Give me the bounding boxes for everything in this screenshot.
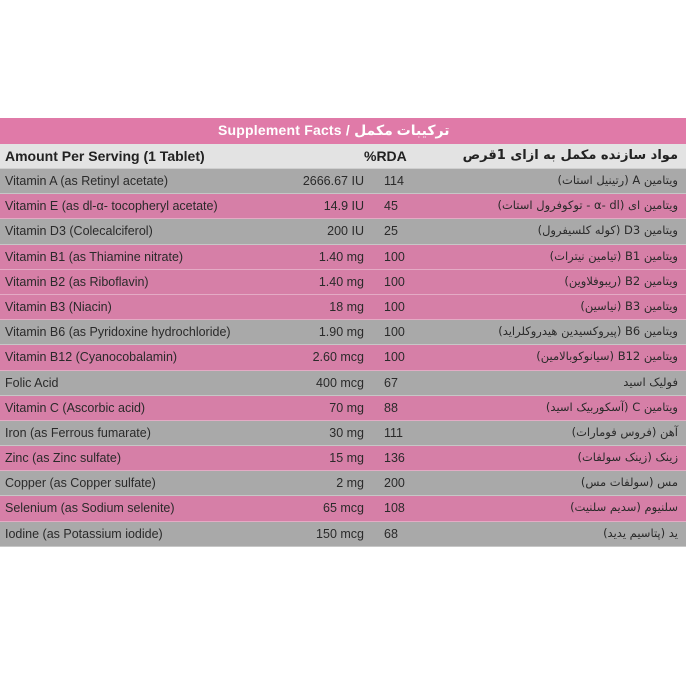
nutrient-name: Folic Acid (5, 375, 59, 390)
table-row (0, 219, 686, 244)
nutrient-name: Vitamin A (as Retinyl acetate) (5, 174, 169, 188)
rda-header: %RDA (364, 148, 407, 164)
nutrient-rda: 100 (384, 325, 405, 340)
nutrient-name-fa: ید (پتاسیم یدید) (603, 525, 678, 540)
nutrient-name: Vitamin B2 (as Riboflavin) (5, 274, 149, 289)
nutrient-name-fa: مس (سولفات مس) (580, 475, 678, 490)
table-header (0, 144, 686, 169)
panel-title: Supplement Facts / ترکیبات مکمل (218, 122, 450, 138)
table-row (0, 345, 686, 370)
nutrient-name-fa: فولیک اسید (623, 374, 678, 389)
table-row (0, 396, 686, 421)
nutrient-name-fa: ویتامین B2 (ریبوفلاوین) (564, 273, 678, 288)
nutrient-name-fa: ویتامین A (رتینیل استات) (557, 173, 678, 187)
table-row (0, 169, 686, 194)
nutrient-amount: 15 mg (329, 451, 364, 466)
table-row (0, 496, 686, 521)
nutrient-amount: 2.60 mcg (312, 350, 364, 365)
nutrient-amount: 1.90 mg (318, 325, 364, 340)
nutrient-amount: 150 mcg (316, 526, 364, 541)
nutrient-amount: 70 mg (329, 400, 364, 415)
nutrient-amount: 200 IU (327, 224, 364, 239)
nutrient-rda: 25 (384, 224, 398, 239)
table-row (0, 295, 686, 320)
nutrient-name-fa: ویتامین B12 (سیانوکوبالامین) (536, 349, 678, 364)
nutrient-name-fa: ویتامین B1 (تیامین نیترات) (549, 248, 678, 263)
nutrient-rda: 88 (384, 400, 398, 415)
nutrient-rda: 67 (384, 375, 398, 390)
nutrient-name: Iodine (as Potassium iodide) (5, 526, 163, 541)
nutrient-rda: 114 (384, 174, 404, 188)
nutrient-rda: 100 (384, 299, 405, 314)
nutrient-rda: 108 (384, 501, 405, 516)
nutrient-name-fa: ویتامین B3 (نیاسین) (580, 298, 678, 313)
nutrient-name: Selenium (as Sodium selenite) (5, 501, 175, 516)
table-row (0, 522, 686, 547)
table-row (0, 194, 686, 219)
nutrient-amount: 400 mcg (316, 375, 364, 390)
nutrient-rda: 111 (384, 425, 404, 440)
amount-header: Amount Per Serving (1 Tablet) (5, 148, 205, 164)
table-row (0, 245, 686, 270)
table-row (0, 421, 686, 446)
nutrient-name-fa: زینک (زینک سولفات) (577, 450, 678, 465)
nutrient-rda: 68 (384, 526, 398, 541)
nutrient-name: Zinc (as Zinc sulfate) (5, 451, 122, 466)
nutrient-name: Iron (as Ferrous fumarate) (5, 425, 151, 440)
persian-header: مواد سازنده مکمل به ازای 1قرص (462, 148, 678, 163)
nutrient-name-fa: ویتامین D3 (کوله کلسیفرول) (537, 223, 678, 238)
title-bar (0, 118, 686, 144)
nutrient-amount: 14.9 IU (323, 199, 364, 214)
nutrient-name-fa: آهن (فروس فومارات) (571, 424, 678, 439)
table-row (0, 371, 686, 396)
nutrient-amount: 2666.67 IU (302, 174, 364, 188)
nutrient-name-fa: ویتامین C (آسکوربیک اسید) (545, 399, 678, 414)
nutrient-amount: 1.40 mg (318, 249, 364, 264)
table-row (0, 446, 686, 471)
table-row (0, 320, 686, 345)
nutrient-name-fa: ویتامین ای (α- dl - توکوفرول استات) (497, 198, 678, 213)
nutrient-table (0, 169, 686, 547)
nutrient-amount: 2 mg (336, 476, 364, 491)
nutrient-rda: 100 (384, 350, 405, 365)
nutrient-rda: 45 (384, 199, 398, 214)
nutrient-rda: 100 (384, 274, 405, 289)
nutrient-name: Vitamin E (as dl-α- tocopheryl acetate) (5, 199, 218, 214)
nutrient-name-fa: ویتامین B6 (پیروکسیدین هیدروکلراید) (498, 324, 678, 339)
table-row (0, 471, 686, 496)
nutrient-name: Copper (as Copper sulfate) (5, 476, 156, 491)
nutrient-amount: 18 mg (329, 299, 364, 314)
nutrient-rda: 200 (384, 476, 405, 491)
nutrient-name: Vitamin B1 (as Thiamine nitrate) (5, 249, 184, 264)
nutrient-name-fa: سلنیوم (سدیم سلنیت) (570, 500, 678, 515)
table-row (0, 270, 686, 295)
nutrient-amount: 1.40 mg (318, 274, 364, 289)
nutrient-name: Vitamin C (Ascorbic acid) (5, 400, 146, 415)
nutrient-name: Vitamin B3 (Niacin) (5, 299, 112, 314)
nutrient-name: Vitamin D3 (Colecalciferol) (5, 224, 153, 239)
nutrient-rda: 136 (384, 451, 405, 466)
nutrient-amount: 65 mcg (323, 501, 364, 516)
nutrient-amount: 30 mg (329, 425, 364, 440)
nutrient-rda: 100 (384, 249, 405, 264)
nutrient-name: Vitamin B12 (Cyanocobalamin) (5, 350, 178, 365)
supplement-facts-panel (0, 118, 686, 547)
nutrient-name: Vitamin B6 (as Pyridoxine hydrochloride) (5, 325, 231, 340)
